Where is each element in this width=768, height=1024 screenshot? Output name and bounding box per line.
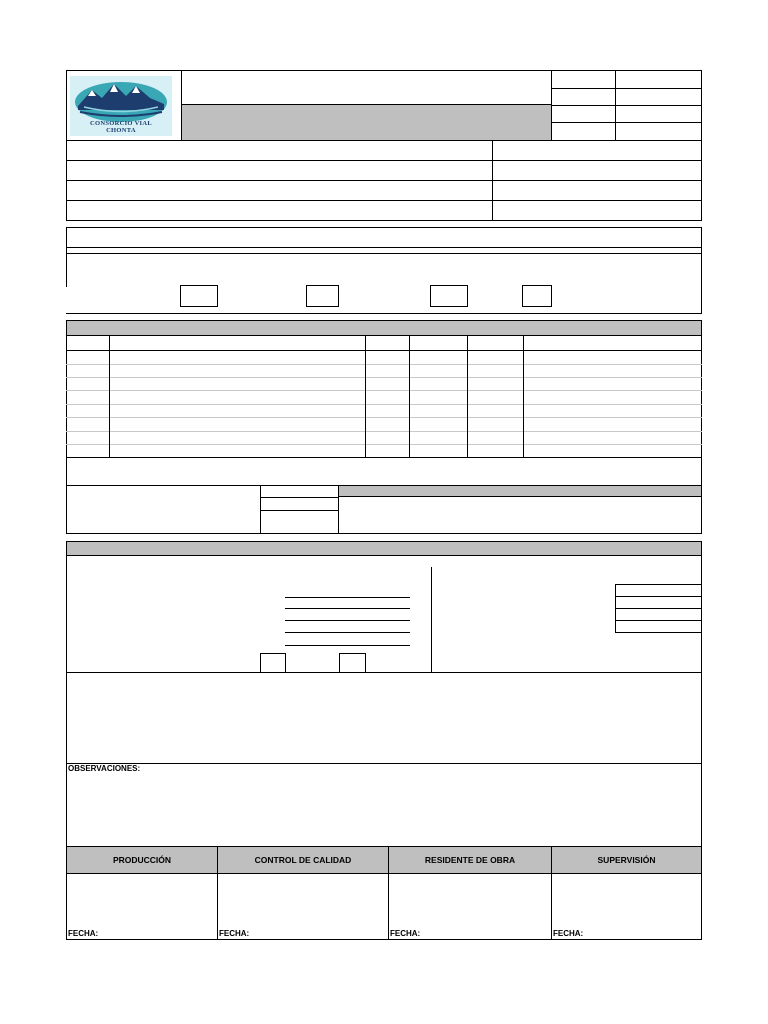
table-row-line bbox=[66, 417, 702, 418]
mini-table-line bbox=[615, 608, 702, 609]
summary-row-line bbox=[260, 510, 338, 511]
signature-title-control-calidad: CONTROL DE CALIDAD bbox=[254, 855, 352, 865]
items-table bbox=[66, 335, 702, 458]
underline-field[interactable] bbox=[285, 645, 410, 646]
code-row-line bbox=[551, 122, 702, 123]
section-two-line bbox=[66, 253, 702, 254]
table-notes-row bbox=[66, 457, 702, 486]
signature-title-residente-obra: RESIDENTE DE OBRA bbox=[424, 855, 516, 865]
summary-gray-band bbox=[339, 486, 701, 497]
section-four-body bbox=[66, 555, 702, 673]
info-column-divider bbox=[492, 140, 493, 221]
section-two-left-edge bbox=[66, 227, 67, 287]
signature-date-supervision: FECHA: bbox=[553, 929, 584, 938]
section-four-header bbox=[66, 541, 702, 556]
observaciones-block[interactable] bbox=[66, 763, 702, 847]
mini-table-line bbox=[615, 620, 702, 621]
mini-table-line bbox=[615, 596, 702, 597]
header-title-line bbox=[181, 104, 551, 105]
table-col-line bbox=[467, 335, 468, 458]
table-row-line bbox=[66, 444, 702, 445]
checkbox-4[interactable] bbox=[522, 285, 552, 307]
observaciones-label: OBSERVACIONES: bbox=[68, 764, 141, 773]
section-two-line bbox=[66, 247, 702, 248]
underline-field[interactable] bbox=[285, 620, 410, 621]
checkbox-3[interactable] bbox=[430, 285, 468, 307]
info-row-line bbox=[66, 160, 702, 161]
logo-text-line2: CHONTA bbox=[106, 127, 136, 134]
table-col-line bbox=[409, 335, 410, 458]
table-col-line bbox=[109, 335, 110, 458]
table-row-line bbox=[66, 390, 702, 391]
signature-title-produccion: PRODUCCIÓN bbox=[112, 855, 172, 865]
signature-date-produccion: FECHA: bbox=[68, 929, 99, 938]
underline-field[interactable] bbox=[285, 632, 410, 633]
code-row-line bbox=[551, 88, 702, 89]
signature-body-row bbox=[66, 873, 702, 940]
checkbox-6[interactable] bbox=[339, 653, 366, 673]
signature-date-residente-obra: FECHA: bbox=[390, 929, 421, 938]
code-row-line bbox=[551, 105, 702, 106]
table-header-line bbox=[66, 350, 702, 351]
header-title-band bbox=[182, 105, 551, 140]
checkbox-1[interactable] bbox=[180, 285, 218, 307]
table-row-line bbox=[66, 364, 702, 365]
underline-field[interactable] bbox=[285, 608, 410, 609]
summary-row-line bbox=[260, 497, 338, 498]
logo-text-line1: CONSORCIO VIAL bbox=[89, 120, 153, 127]
table-row-line bbox=[66, 404, 702, 405]
info-row-line bbox=[66, 200, 702, 201]
section-three-header bbox=[66, 320, 702, 336]
table-col-line bbox=[523, 335, 524, 458]
underline-field[interactable] bbox=[285, 597, 410, 598]
table-col-line bbox=[365, 335, 366, 458]
section-four-divider bbox=[431, 567, 432, 673]
signature-date-control-calidad: FECHA: bbox=[219, 929, 250, 938]
table-row-line bbox=[66, 431, 702, 432]
signature-title-supervision: SUPERVISIÓN bbox=[597, 855, 656, 865]
info-row-line bbox=[66, 180, 702, 181]
section-two-block bbox=[66, 227, 702, 314]
table-row-line bbox=[66, 377, 702, 378]
company-logo bbox=[70, 76, 172, 136]
checkbox-5[interactable] bbox=[260, 653, 286, 673]
checkbox-2[interactable] bbox=[306, 285, 339, 307]
section-five-block bbox=[66, 672, 702, 764]
